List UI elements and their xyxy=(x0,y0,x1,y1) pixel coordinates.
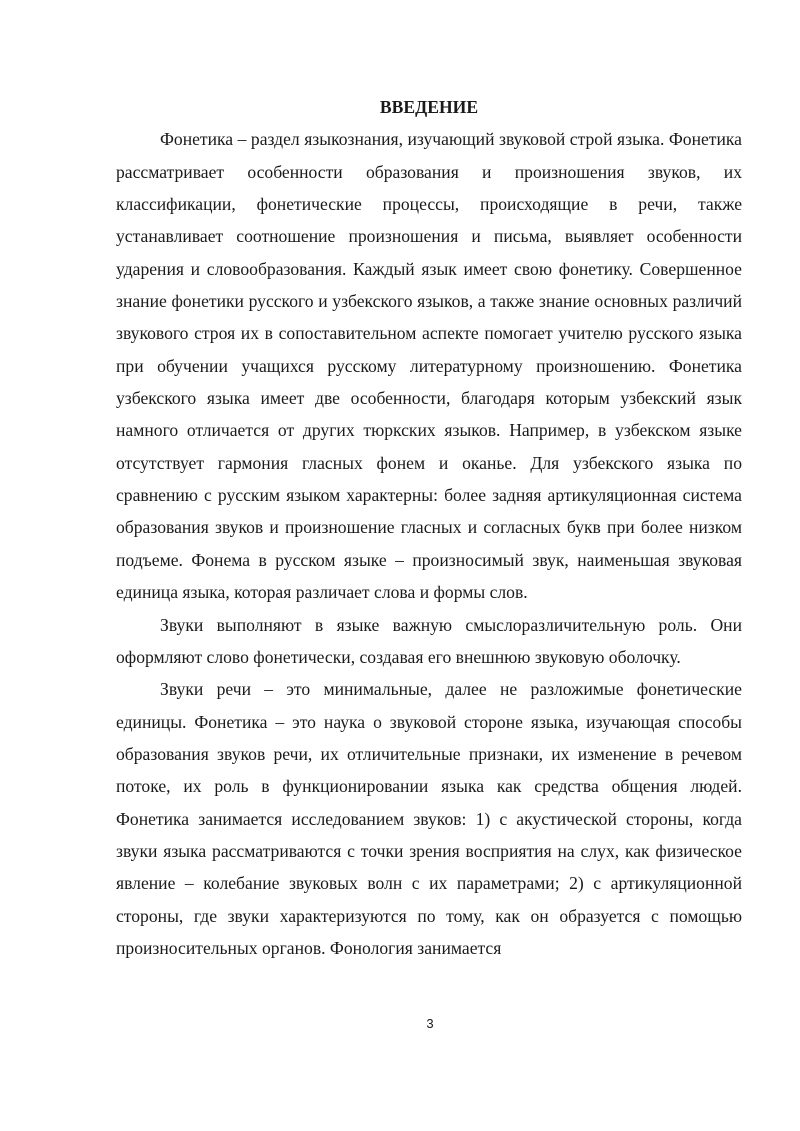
paragraph-3: Звуки речи – это минимальные, далее не разложимые фонетические единицы. Фонетика – это наука о звуковой стороне языка, изучающая способы образования звуков речи, их отличительные признаки, их изменение в речевом потоке, их роль в функционировании языка как средства общения людей. Фонетика занимается исследованием звуков: 1) с акустической стороны, когда звуки языка рассматриваются с точки зрения восприятия на слух, как физическое явление – колебание звуковых волн с их параметрами; 2) с артикуляционной стороны, где звуки характеризуются по тому, как он образуется с помощью произносительных органов. Фонология занимается xyxy=(116,679,742,958)
page-number: 3 xyxy=(426,1016,434,1031)
paragraph-1: Фонетика – раздел языкознания, изучающий звуковой строй языка. Фонетика рассматривает особенности образования и произношения звуков, их классификации, фонетические процессы, происходящие в речи, также устанавливает соотношение произношения и письма, выявляет особенности ударения и словообразования. Каждый язык имеет свою фонетику. Совершенное знание фонетики русского и узбекского языков, а также знание основных различий звукового строя их в сопоставительном аспекте помогает учителю русского языка при обучении учащихся русскому литературному произношению. Фонетика узбекского языка имеет две особенности, благодаря которым узбекский язык намного отличается от других тюркских языков. Например, в узбекском языке отсутствует гармония гласных фонем и оканье. Для узбекского языка по сравнению с русским языком характерны: более задняя артикуляционная система образования звуков и произношение гласных и согласных букв при более низком подъеме. Фонема в русском языке – произносимый звук, наименьшая звуковая единица языка, которая различает слова и формы слов. xyxy=(116,129,742,603)
page-heading: ВВЕДЕНИЕ xyxy=(379,97,479,117)
document-body xyxy=(116,91,742,964)
paragraph-2: Звуки выполняют в языке важную смыслоразличительную роль. Они оформляют слово фонетически, создавая его внешнюю звуковую оболочку. xyxy=(116,614,742,667)
